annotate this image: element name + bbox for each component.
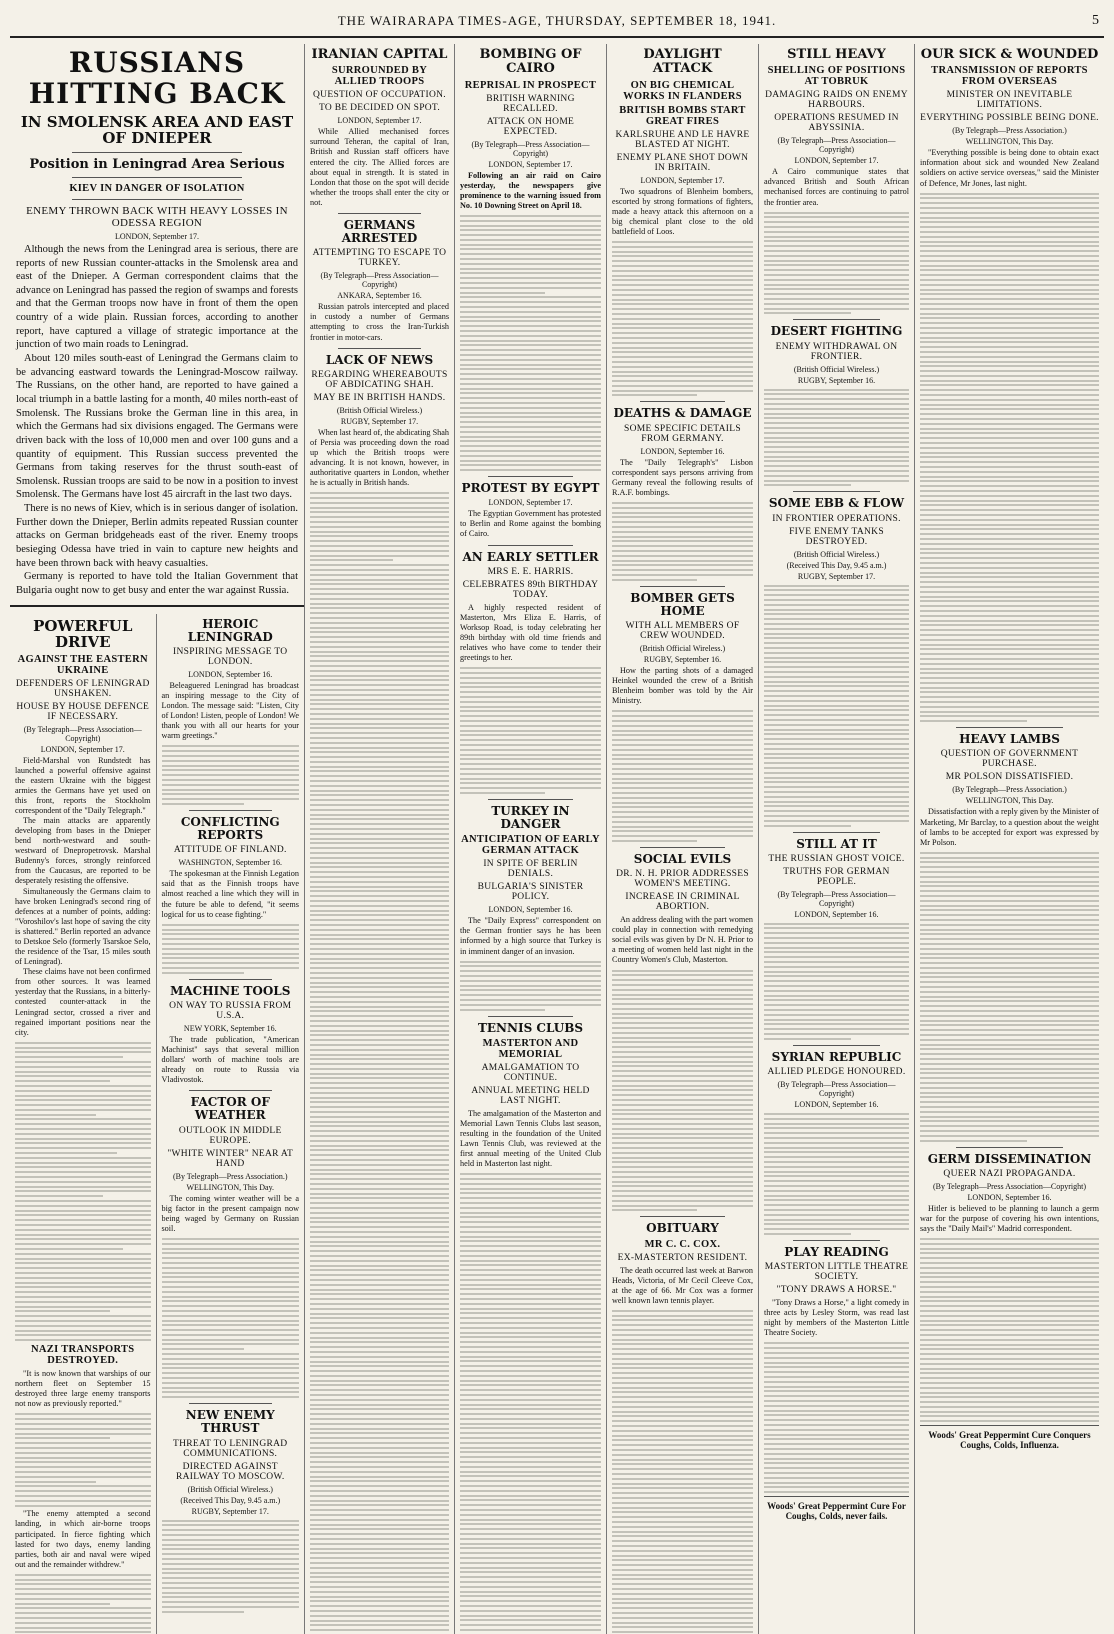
lambs-deck: MR POLSON DISSATISFIED. — [945, 772, 1074, 783]
dateline: RUGBY, September 17. — [797, 571, 876, 581]
text-block — [920, 193, 1099, 723]
column-6 — [915, 44, 1104, 1634]
lead-area — [10, 44, 305, 1634]
paragraph: The "Daily Express" correspondent on the German frontier says he has been informed by a high source that Turkey is in imminent danger of an invasion. — [460, 916, 601, 956]
dateline: LONDON, September 16. — [794, 909, 879, 919]
powerful-drive-deck: HOUSE BY HOUSE DEFENCE IF NECESSARY. — [16, 701, 150, 722]
heavy-deck: OPERATIONS RESUMED IN ABYSSINIA. — [774, 113, 899, 134]
text-block — [460, 1173, 601, 1634]
credit-line: (By Telegraph—Press Association—Copyright) — [777, 1080, 896, 1098]
text-block — [460, 667, 601, 794]
germ-deck: QUEER NAZI PROPAGANDA. — [943, 1168, 1076, 1179]
text-block — [764, 585, 909, 827]
article-body — [612, 187, 753, 237]
article-body — [460, 916, 601, 956]
credit-line: (British Official Wireless.) — [793, 549, 880, 559]
tennis-deck: ANNUAL MEETING HELD LAST NIGHT. — [471, 1085, 590, 1106]
factor-of-weather-headline: FACTOR OF WEATHER — [190, 1095, 270, 1123]
lead-dateline: LONDON, September 17. — [115, 231, 199, 241]
paragraph: Hitler is believed to be planning to launch a germ war for the purpose of covering his own intentions, says the "Daily Mail's" Madrid correspondent. — [920, 1203, 1099, 1233]
cairo-deck: BRITISH WARNING RECALLED. — [486, 93, 575, 114]
turkey-deck: ANTICIPATION OF EARLY GERMAN ATTACK — [461, 834, 600, 857]
social-deck: INCREASE IN CRIMINAL ABORTION. — [625, 892, 740, 913]
weather-deck: "WHITE WINTER" NEAR AT HAND — [167, 1148, 294, 1169]
tennis-clubs-headline: TENNIS CLUBS — [477, 1020, 584, 1035]
obituary-headline: OBITUARY — [646, 1221, 719, 1236]
paragraph: An address dealing with the part women could play in connection with remedying social evils was given by Dr N. H. Prior to a meeting of women held last night in the Country Women's Club, Masterton. — [612, 915, 753, 965]
play-deck: MASTERTON LITTLE THEATRE SOCIETY. — [764, 1262, 909, 1283]
text-block — [764, 1113, 909, 1235]
dateline: LONDON, September 16. — [488, 905, 573, 915]
powerful-drive-headline: POWERFUL DRIVE — [33, 616, 133, 652]
paragraph: "Everything possible is being done to obtain exact information about sick and wounded New Zealand soldiers on active service overseas," said the Minister of Defence, Mr Jones, last night. — [920, 148, 1099, 188]
paragraph: The spokesman at the Finnish Legation said that as the Finnish troops have almost reached a line which they will in the future be able to defend, "it seems logical for us to cease fighting." — [161, 869, 299, 919]
powerful-drive-deck: DEFENDERS OF LENINGRAD UNSHAKEN. — [15, 678, 150, 699]
paragraph: The Egyptian Government has protested to Berlin and Rome against the bombing of Cairo. — [460, 509, 601, 539]
turkey-deck: IN SPITE OF BERLIN DENIALS. — [483, 859, 578, 880]
dateline: ANKARA, September 16. — [337, 291, 422, 301]
article-body — [310, 428, 449, 488]
obit-deck: EX-MASTERTON RESIDENT. — [617, 1252, 748, 1263]
daylight-deck: ENEMY PLANE SHOT DOWN IN BRITAIN. — [616, 152, 749, 173]
credit-line: (By Telegraph—Press Association—Copyright) — [23, 724, 142, 743]
syrian-deck: ALLIED PLEDGE HONOURED. — [767, 1067, 906, 1077]
sick-deck: MINISTER ON INEVITABLE LIMITATIONS. — [946, 90, 1073, 111]
lead-deck-3: KIEV IN DANGER OF ISOLATION — [69, 182, 245, 194]
article-body — [310, 127, 449, 208]
article-body — [460, 1109, 601, 1169]
turkey-deck: BULGARIA'S SINISTER POLICY. — [477, 882, 584, 903]
credit-line: (By Telegraph—Press Association.) — [172, 1171, 288, 1181]
iranian-capital-headline: IRANIAN CAPITAL — [311, 47, 448, 62]
desert-deck: ENEMY WITHDRAWAL ON FRONTIER. — [775, 341, 898, 362]
news-deck: MAY BE IN BRITISH HANDS. — [313, 392, 446, 403]
paragraph: These claims have not been confirmed from other sources. It was learned yesterday that the Russians, in a bitterly-contested counter-attack in the Leningrad sector, crossed a river and regained important positions near the city. — [15, 967, 151, 1037]
heavy-deck: SHELLING OF POSITIONS AT TOBRUK — [767, 65, 906, 88]
paragraph: Dissatisfaction with a reply given by the Minister of Marketing, Mr Barclay, to a question about the weight of lambs to be accepted for export was expressed by Mr Polson. — [920, 807, 1099, 847]
dateline: RUGBY, September 17. — [340, 416, 419, 426]
early-settler-headline: AN EARLY SETTLER — [462, 549, 599, 564]
dateline: LONDON, September 16. — [794, 1100, 879, 1109]
credit-line: (Received This Day, 9.45 a.m.) — [786, 560, 887, 570]
tennis-deck: MASTERTON AND MEMORIAL — [482, 1037, 579, 1060]
threat-deck: THREAT TO LENINGRAD COMMUNICATIONS. — [173, 1438, 288, 1459]
dateline: WASHINGTON, September 16. — [178, 858, 282, 868]
daylight-deck: BRITISH BOMBS START GREAT FIRES — [619, 104, 746, 127]
text-block — [310, 492, 449, 1634]
daylight-attack-headline: DAYLIGHT ATTACK — [643, 47, 722, 77]
still-deck: TRUTHS FOR GERMAN PEOPLE. — [783, 866, 890, 887]
text-block — [612, 241, 753, 397]
article-body — [15, 1369, 151, 1409]
still-at-it-headline: STILL AT IT — [796, 836, 877, 851]
page-number: 5 — [1092, 13, 1100, 28]
machine-deck: ON WAY TO RUSSIA FROM U.S.A. — [169, 1000, 292, 1021]
paragraph: The amalgamation of the Masterton and Memorial Lawn Tennis Clubs last season, resulting in the foundation of the United Lawn Tennis Club, was reviewed at the first annual meeting of the United Club held in Masterton last night. — [460, 1108, 601, 1169]
dateline: WELLINGTON, This Day. — [965, 796, 1054, 806]
masthead — [10, 6, 1104, 38]
powerful-drive-deck: AGAINST THE EASTERN UKRAINE — [17, 653, 148, 676]
germans-deck: ATTEMPTING TO ESCAPE TO TURKEY. — [312, 248, 447, 269]
iran-deck: TO BE DECIDED ON SPOT. — [318, 103, 441, 114]
credit-line: (By Telegraph—Press Association—Copyright) — [777, 889, 896, 908]
ebb-deck: IN FRONTIER OPERATIONS. — [772, 513, 901, 524]
tennis-deck: AMALGAMATION TO CONTINUE. — [481, 1062, 580, 1083]
heavy-lambs-headline: HEAVY LAMBS — [959, 732, 1060, 747]
iran-deck: SURROUNDED BY ALLIED TROOPS — [331, 65, 428, 88]
article-body — [162, 681, 300, 741]
lead-headline: RUSSIANS HITTING BACK — [28, 46, 286, 110]
text-block — [764, 389, 909, 487]
dateline: LONDON, September 17. — [337, 116, 422, 126]
advertisement: Woods' Great Peppermint Cure Conquers Coughs, Colds, Influenza. — [928, 1430, 1091, 1451]
social-deck: DR. N. H. PRIOR ADDRESSES WOMEN'S MEETING. — [616, 869, 749, 890]
dateline: LONDON, September 17. — [40, 744, 125, 754]
article-body — [920, 807, 1099, 847]
conflicting-reports-headline: CONFLICTING REPORTS — [180, 814, 280, 843]
credit-line: (By Telegraph—Press Association—Copyright) — [320, 271, 439, 290]
article-body — [920, 1204, 1099, 1234]
column-3 — [455, 44, 607, 1634]
article-body — [15, 756, 151, 1038]
paragraph: A highly respected resident of Masterton, Mrs Eliza E. Harris, of Worksop Road, is today celebrating her 89th birthday with old time friends and relatives who have come to tender their greetings to her. — [460, 602, 601, 663]
heroic-deck: INSPIRING MESSAGE TO LONDON. — [173, 646, 288, 667]
article-body — [460, 603, 601, 663]
protest-by-egypt-headline: PROTEST BY EGYPT — [461, 481, 600, 496]
iran-deck: QUESTION OF OCCUPATION. — [313, 90, 446, 101]
credit-line: (By Telegraph—Press Association.) — [952, 126, 1067, 136]
dateline: NEW YORK, September 16. — [183, 1023, 277, 1033]
column-4 — [607, 44, 759, 1634]
paragraph: The main attacks are apparently developing from bases in the Dnieper bend north-westward and south-westward of Dnepropetrovsk. Marshal Budenny's forces, strongly reinforced from the Caucasus, are reported to be desperately resisting the offensive. — [15, 816, 151, 886]
credit-line: (British Official Wireless.) — [187, 1484, 273, 1494]
text-block — [15, 1042, 151, 1341]
text-block — [162, 1238, 300, 1398]
heroic-leningrad-headline: HEROIC LENINGRAD — [187, 616, 273, 644]
daylight-deck: ON BIG CHEMICAL WORKS IN FLANDERS — [623, 79, 742, 102]
lack-of-news-headline: LACK OF NEWS — [325, 352, 434, 367]
sick-deck: TRANSMISSION OF REPORTS FROM OVERSEAS — [931, 65, 1088, 88]
column-2 — [305, 44, 455, 1634]
text-block — [460, 961, 601, 1011]
article-body — [310, 302, 449, 342]
dateline: LONDON, September 17. — [488, 498, 573, 508]
credit-line: (British Official Wireless.) — [793, 364, 880, 374]
social-evils-headline: SOCIAL EVILS — [633, 851, 732, 866]
dateline: LONDON, September 16. — [967, 1192, 1052, 1202]
deaths-deck: SOME SPECIFIC DETAILS FROM GERMANY. — [624, 423, 741, 444]
article-body — [460, 171, 601, 211]
conflict-deck: ATTITUDE OF FINLAND. — [173, 845, 287, 856]
paragraph: How the parting shots of a damaged Heinkel wounded the crew of a British Blenheim bomber was told by the Air Ministry. — [612, 666, 753, 706]
lead-deck-2: Position in Leningrad Area Serious — [29, 156, 285, 172]
text-block — [162, 1520, 300, 1613]
dateline: LONDON, September 17. — [794, 156, 879, 166]
dateline: LONDON, September 16. — [188, 669, 273, 679]
heavy-deck: DAMAGING RAIDS ON ENEMY HARBOURS. — [765, 90, 908, 111]
lambs-deck: QUESTION OF GOVERNMENT PURCHASE. — [940, 749, 1079, 770]
new-enemy-thrust-headline: NEW ENEMY THRUST — [185, 1408, 275, 1436]
lead-paragraph: Germany is reported to have told the Italian Government that Bulgaria ought now to get busy and enter the war against Russia. — [16, 571, 298, 596]
play-deck: "TONY DRAWS A HORSE." — [776, 1285, 897, 1296]
still-deck: THE RUSSIAN GHOST VOICE. — [768, 853, 905, 864]
lead-paragraph: There is no news of Kiev, which is in serious danger of isolation. Further down the Dnieper, Berlin admits repeated Russian counter attacks on German bridgeheads east of the river. Enemy troops besieging Odessa have tried in vain to capture new heights and have been thrown back with heavy casualties. — [16, 503, 298, 569]
article-body — [920, 148, 1099, 188]
deaths-damage-headline: DEATHS & DAMAGE — [613, 406, 752, 421]
article-body — [612, 1266, 753, 1306]
article-body — [612, 458, 753, 498]
lead-deck-4: ENEMY THROWN BACK WITH HEAVY LOSSES IN ODESSA REGION — [26, 204, 288, 229]
bomber-gets-home-headline: BOMBER GETS HOME — [630, 590, 735, 618]
text-block — [920, 852, 1099, 1142]
text-block — [764, 923, 909, 1040]
article-body — [162, 1194, 300, 1234]
article-body — [612, 915, 753, 965]
lead-paragraph: About 120 miles south-east of Leningrad the Germans claim to be advancing eastward towards the Leningrad-Moscow railway. The Russians, on the other hand, are reported to have gained a local triumph in a battle lasting for a month, 40 miles north-east of Smolensk. The Russians broke the German line in this area, in which the Germans had six divisions engaged. The Germans were driven back with the loss of 10,000 men and over 100 guns and a quantity of equipment. This Russian success prevented the Germans from taking reserves for the thrust south-east of Smolensk. Russian troops are said to be now in a position to invest Smolensk. The Germans have lost 45 aircraft in the last two days. — [16, 353, 298, 501]
article-body — [162, 869, 300, 919]
syrian-republic-headline: SYRIAN REPUBLIC — [771, 1049, 902, 1064]
paragraph: "Tony Draws a Horse," a light comedy in three acts by Lesley Storm, was read last night by members of the Masterton Little Theatre Society. — [764, 1298, 909, 1338]
still-heavy-headline: STILL HEAVY — [787, 47, 886, 62]
dateline: WELLINGTON, This Day. — [965, 137, 1054, 147]
turkey-in-danger-headline: TURKEY IN DANGER — [491, 803, 570, 832]
text-block — [612, 970, 753, 1212]
text-block — [162, 924, 300, 974]
text-block — [612, 1310, 753, 1634]
nazi-transports-subhead: NAZI TRANSPORTS DESTROYED. — [31, 1344, 135, 1367]
paragraph: The "Daily Telegraph's" Lisbon correspondent says persons arriving from Germany reveal the following results of R.A.F. bombings. — [612, 457, 753, 497]
bombing-of-cairo-headline: BOMBING OF CAIRO — [479, 47, 582, 77]
paragraph: "The enemy attempted a second landing, in which air-borne troops participated. In fierce fighting which lasted for two days, enemy landing parties, both air and naval were wiped out and the remainder withdrew." — [15, 1509, 151, 1569]
lead-paragraph: Although the news from the Leningrad area is serious, there are reports of new Russian counter-attacks in the Smolensk area and east of the Dnieper. A German correspondent claims that the advance on Leningrad has passed the region of swamps and forests and that the German troops now have in front of them the open country of a wide plain. Russian forces, according to another report, have captured a village of strategic importance at the junction of two main roads to Leningrad. — [16, 243, 298, 351]
ebb-deck: FIVE ENEMY TANKS DESTROYED. — [789, 526, 884, 547]
obit-deck: MR C. C. COX. — [644, 1238, 721, 1250]
paragraph: Field-Marshal von Rundstedt has launched a powerful offensive against the eastern Ukraine with the biggest armies the Germans have yet used on this front, reports the Stockholm correspondent of the "Daily Telegraph." — [15, 755, 151, 815]
paragraph: The death occurred last week at Barwon Heads, Victoria, of Mr Cecil Cleeve Cox, at the age of 66. Mr Cox was a former well known lawn tennis player. — [612, 1265, 753, 1305]
text-block — [764, 1342, 909, 1493]
paragraph: While Allied mechanised forces surround Teheran, the capital of Iran, British and Russian staff officers have entered the city. The Allied forces are about equal in strength. It is stated in London that those on the spot will decide whether the troops shall enter the city or not. — [310, 127, 449, 207]
article-body — [764, 167, 909, 207]
daylight-deck: KARLSRUHE AND LE HAVRE BLASTED AT NIGHT. — [615, 129, 750, 150]
ebb-flow-headline: SOME EBB & FLOW — [768, 496, 905, 511]
text-block — [162, 745, 300, 805]
credit-line: (British Official Wireless.) — [336, 405, 423, 415]
text-block — [612, 710, 753, 842]
credit-line: (By Telegraph—Press Association—Copyright) — [932, 1181, 1087, 1191]
germ-dissemination-headline: GERM DISSEMINATION — [927, 1151, 1092, 1166]
text-block — [15, 1413, 151, 1506]
article-body — [162, 1035, 300, 1085]
dateline: WELLINGTON, This Day. — [186, 1182, 275, 1192]
column-1 — [10, 614, 157, 1634]
article-body — [612, 666, 753, 706]
desert-fighting-headline: DESERT FIGHTING — [770, 324, 903, 339]
text-block — [612, 502, 753, 581]
column-5 — [759, 44, 915, 1634]
credit-line: (Received This Day, 9.45 a.m.) — [180, 1495, 281, 1505]
paragraph: Beleaguered Leningrad has broadcast an inspiring message to the City of London. The message said: "Listen, City of London! Listen, people of London! We thank you with all our hearts for your warm greetings." — [161, 680, 299, 741]
paragraph: Russian patrols intercepted and placed in custody a number of Germans attempting to cross the Iran-Turkish frontier in motor-cars. — [310, 302, 449, 342]
dateline: LONDON, September 16. — [640, 446, 725, 456]
germans-arrested-headline: GERMANS ARRESTED — [341, 217, 418, 246]
credit-line: (By Telegraph—Press Association—Copyright) — [777, 136, 896, 155]
paragraph: "It is now known that warships of our northern fleet on September 15 destroyed three large enemy transports not now as previously reported." — [15, 1369, 151, 1409]
columns — [10, 44, 1104, 1634]
text-block — [460, 215, 601, 471]
bomber-deck: WITH ALL MEMBERS OF CREW WOUNDED. — [625, 621, 740, 642]
paragraph: Simultaneously the Germans claim to have broken Leningrad's second ring of defences at a number of points, adding: "Voroshilov's last hope of saving the city is shattered." Berlin reported an advance to Detskoe Selo (formerly Tsarskoe Selo, the residence of the Tsar, 15 miles south of Leningrad). — [15, 886, 151, 967]
paragraph: The coming winter weather will be a big factor in the present campaign now being waged by Germany on Russian soil. — [161, 1193, 299, 1233]
machine-tools-headline: MACHINE TOOLS — [170, 983, 291, 998]
text-block — [15, 1574, 151, 1634]
dateline: LONDON, September 17. — [488, 159, 573, 169]
lead-deck-1: IN SMOLENSK AREA AND EAST OF DNIEPER — [20, 112, 294, 148]
settler-deck: MRS E. E. HARRIS. — [487, 566, 574, 577]
dateline: RUGBY, September 17. — [191, 1506, 269, 1516]
paragraph: Two squadrons of Blenheim bombers, escorted by strong formations of fighters, made a heavy attack this afternoon on a big chemical plant close to the old battlefield of Loos. — [612, 186, 753, 236]
article-body — [460, 509, 601, 539]
threat-deck: DIRECTED AGAINST RAILWAY TO MOSCOW. — [175, 1461, 285, 1482]
sick-deck: EVERYTHING POSSIBLE BEING DONE. — [920, 113, 1099, 124]
advertisement: Woods' Great Peppermint Cure For Coughs, Colds, never fails. — [767, 1501, 906, 1522]
cairo-deck: ATTACK ON HOME EXPECTED. — [486, 116, 575, 137]
dateline: LONDON, September 17. — [640, 175, 725, 185]
cairo-deck: REPRISAL IN PROSPECT — [464, 79, 597, 91]
paragraph: Following an air raid on Cairo yesterday, the newspapers give prominence to the warning issued from No. 10 Downing Street on April 18. — [460, 170, 601, 210]
text-block — [764, 212, 909, 315]
dateline: RUGBY, September 16. — [797, 375, 876, 385]
article-body — [764, 1298, 909, 1338]
credit-line: (British Official Wireless.) — [639, 644, 726, 654]
news-deck: REGARDING WHEREABOUTS OF ABDICATING SHAH. — [311, 369, 448, 390]
article-body — [15, 1509, 151, 1569]
paragraph: A Cairo communique states that advanced British and South African mechanised forces are continuing to patrol the frontier area. — [764, 167, 909, 207]
settler-deck: CELEBRATES 89th BIRTHDAY TODAY. — [462, 579, 599, 600]
paragraph: When last heard of, the abdicating Shah of Persia was proceeding down the road up which the British troops were advancing. It is not known, however, in authoritative quarters in London, whether he is actually in British hands. — [310, 427, 449, 488]
play-reading-headline: PLAY READING — [784, 1244, 889, 1259]
credit-line: (By Telegraph—Press Association—Copyright) — [471, 139, 590, 158]
credit-line: (By Telegraph—Press Association.) — [952, 785, 1067, 795]
masthead-title: THE WAIRARAPA TIMES-AGE, THURSDAY, SEPTEMBER 18, 1941. — [337, 13, 777, 28]
paragraph: The trade publication, "American Machinist" says that several million dollars' worth of machine tools are already on route to Russia via Vladivostok. — [161, 1034, 299, 1085]
weather-deck: OUTLOOK IN MIDDLE EUROPE. — [178, 1125, 282, 1146]
lead-body — [16, 243, 298, 598]
column-2-lower — [157, 614, 305, 1634]
dateline: RUGBY, September 16. — [643, 655, 722, 665]
text-block — [920, 1238, 1099, 1422]
sick-wounded-headline: OUR SICK & WOUNDED — [920, 47, 1099, 62]
lead-story — [10, 48, 304, 598]
